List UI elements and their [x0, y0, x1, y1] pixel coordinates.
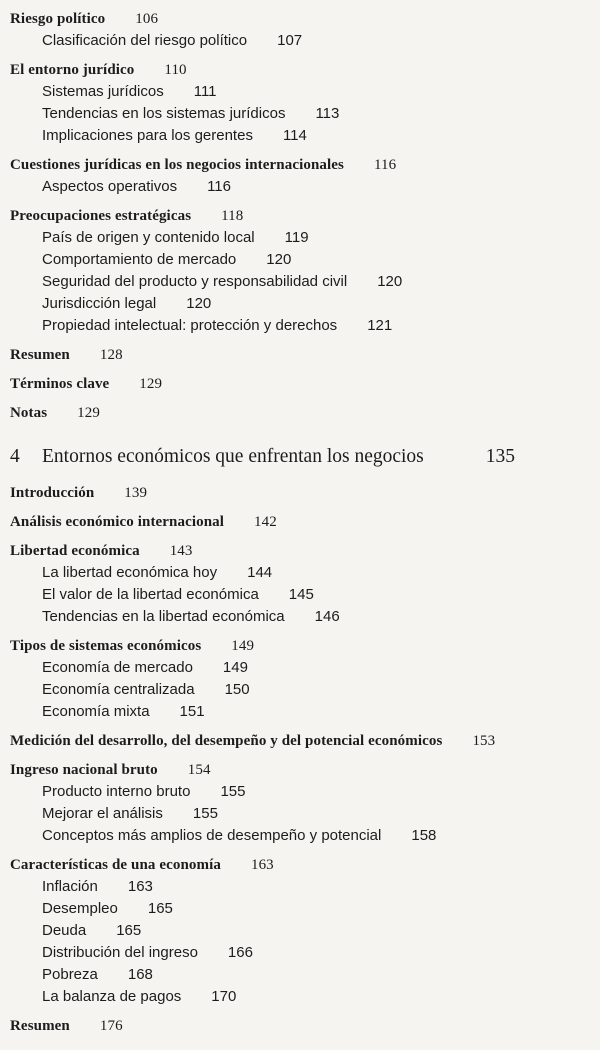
entry-label: Notas	[10, 405, 48, 421]
toc-entry	[42, 964, 590, 986]
entry-page-number: 121	[367, 317, 393, 334]
toc-entry	[42, 898, 590, 920]
toc-entry	[10, 511, 590, 533]
entry-label: Resumen	[10, 1018, 70, 1034]
entry-label: Aspectos operativos	[42, 178, 178, 195]
entry-page-number: 146	[314, 608, 340, 625]
entry-page-number: 151	[179, 703, 205, 720]
entry-page-number: 111	[193, 83, 217, 100]
entry-label: Pobreza	[42, 966, 98, 983]
toc-entry	[10, 59, 590, 81]
entry-page-number: 129	[77, 405, 100, 421]
toc-entry	[42, 293, 590, 315]
entry-page-number: 163	[127, 878, 153, 895]
toc-entry	[10, 540, 590, 562]
entry-label: Medición del desarrollo, del desempeño y del potencial económicos	[10, 733, 443, 749]
toc-entry	[42, 701, 590, 723]
entry-label: Distribución del ingreso	[42, 944, 198, 961]
toc-entry	[10, 344, 590, 366]
entry-label: El entorno jurídico	[10, 62, 135, 78]
entry-label: Tipos de sistemas económicos	[10, 638, 202, 654]
entry-page-number: 142	[254, 514, 277, 530]
toc-entry	[10, 635, 590, 657]
toc-entry	[10, 482, 590, 504]
entry-page-number: 163	[250, 857, 274, 873]
toc-entry	[42, 825, 590, 847]
entry-label: Conceptos más amplios de desempeño y potencial	[42, 827, 382, 844]
toc-entry	[42, 30, 590, 52]
toc-entry	[42, 986, 590, 1008]
entry-label: Desempleo	[42, 900, 118, 917]
entry-page-number: 154	[187, 762, 211, 778]
entry-page-number: 149	[222, 659, 248, 676]
entry-label: Implicaciones para los gerentes	[42, 127, 253, 144]
entry-page-number: 155	[220, 783, 246, 800]
entry-label: País de origen y contenido local	[42, 229, 255, 246]
entry-label: Análisis económico internacional	[10, 514, 225, 530]
toc-entry	[10, 402, 590, 424]
entry-label: Tendencias en los sistemas jurídicos	[42, 105, 286, 122]
entry-label: El valor de la libertad económica	[42, 586, 259, 603]
toc-entry	[42, 920, 590, 942]
entry-page-number: 143	[169, 543, 193, 559]
entry-page-number: 149	[231, 638, 255, 654]
entry-label: Comportamiento de mercado	[42, 251, 237, 268]
entry-label: Propiedad intelectual: protección y derechos	[42, 317, 338, 334]
entry-label: Economía mixta	[42, 703, 150, 720]
toc-entry	[10, 730, 590, 752]
chapter-title: Entornos económicos que enfrentan los negocios	[42, 446, 424, 467]
entry-page-number: 116	[373, 157, 397, 173]
entry-label: Economía centralizada	[42, 681, 195, 698]
entry-page-number: 106	[135, 11, 159, 27]
entry-label: Resumen	[10, 347, 70, 363]
toc-entry	[42, 227, 590, 249]
entry-label: Inflación	[42, 878, 98, 895]
entry-page-number: 150	[224, 681, 250, 698]
entry-page-number: 113	[315, 105, 340, 122]
entry-label: Ingreso nacional bruto	[10, 762, 158, 778]
entry-label: Características de una economía	[10, 857, 221, 873]
entry-page-number: 116	[207, 178, 231, 195]
entry-label: Economía de mercado	[42, 659, 193, 676]
entry-page-number: 165	[116, 922, 142, 939]
toc-entry	[42, 176, 590, 198]
entry-label: Deuda	[42, 922, 87, 939]
entry-label: Introducción	[10, 485, 95, 501]
toc-entry	[10, 373, 590, 395]
toc-entry	[42, 81, 590, 103]
entry-page-number: 158	[411, 827, 437, 844]
entry-label: Seguridad del producto y responsabilidad civil	[42, 273, 348, 290]
entry-page-number: 114	[282, 127, 307, 144]
toc-list	[10, 8, 590, 1037]
toc-entry	[10, 1015, 590, 1037]
entry-label: Mejorar el análisis	[42, 805, 163, 822]
toc-entry	[42, 249, 590, 271]
toc-entry	[10, 154, 590, 176]
entry-page-number: 129	[139, 376, 163, 392]
entry-page-number: 166	[227, 944, 253, 961]
entry-page-number: 168	[127, 966, 153, 983]
toc-entry	[42, 271, 590, 293]
entry-page-number: 120	[186, 295, 212, 312]
entry-label: Clasificación del riesgo político	[42, 32, 248, 49]
toc-entry	[42, 679, 590, 701]
entry-label: Libertad económica	[10, 543, 140, 559]
toc-entry	[42, 584, 590, 606]
entry-label: La libertad económica hoy	[42, 564, 218, 581]
toc-entry	[10, 205, 590, 227]
entry-label: Producto interno bruto	[42, 783, 191, 800]
entry-page-number: 139	[124, 485, 148, 501]
entry-page-number: 144	[247, 564, 273, 581]
toc-entry	[42, 125, 590, 147]
entry-page-number: 118	[221, 208, 244, 224]
entry-label: Preocupaciones estratégicas	[10, 208, 192, 224]
toc-entry	[10, 759, 590, 781]
entry-label: Cuestiones jurídicas en los negocios internacionales	[10, 157, 344, 173]
toc-entry	[42, 562, 590, 584]
entry-page-number: 120	[266, 251, 292, 268]
entry-page-number: 107	[277, 32, 303, 49]
toc-entry	[42, 103, 590, 125]
entry-page-number: 119	[284, 229, 309, 246]
entry-page-number: 165	[147, 900, 173, 917]
chapter-heading	[10, 444, 590, 470]
toc-entry	[10, 854, 590, 876]
toc-entry	[42, 876, 590, 898]
entry-page-number: 128	[99, 347, 123, 363]
toc-entry	[42, 606, 590, 628]
entry-label: Términos clave	[10, 376, 110, 392]
toc-entry	[42, 942, 590, 964]
entry-page-number: 176	[99, 1018, 123, 1034]
toc-entry	[42, 315, 590, 337]
chapter-page-number: 135	[485, 446, 516, 467]
entry-label: Riesgo político	[10, 11, 106, 27]
entry-label: Jurisdicción legal	[42, 295, 157, 312]
entry-page-number: 170	[211, 988, 237, 1005]
toc-entry	[42, 803, 590, 825]
toc-entry	[10, 8, 590, 30]
entry-page-number: 153	[472, 733, 496, 749]
toc-entry	[42, 657, 590, 679]
entry-label: Sistemas jurídicos	[42, 83, 164, 100]
entry-page-number: 155	[192, 805, 218, 822]
entry-label: La balanza de pagos	[42, 988, 182, 1005]
toc-entry	[42, 781, 590, 803]
entry-label: Tendencias en la libertad económica	[42, 608, 285, 625]
entry-page-number: 145	[288, 586, 314, 603]
chapter-number: 4	[10, 446, 20, 467]
entry-page-number: 120	[377, 273, 403, 290]
entry-page-number: 110	[164, 62, 187, 78]
